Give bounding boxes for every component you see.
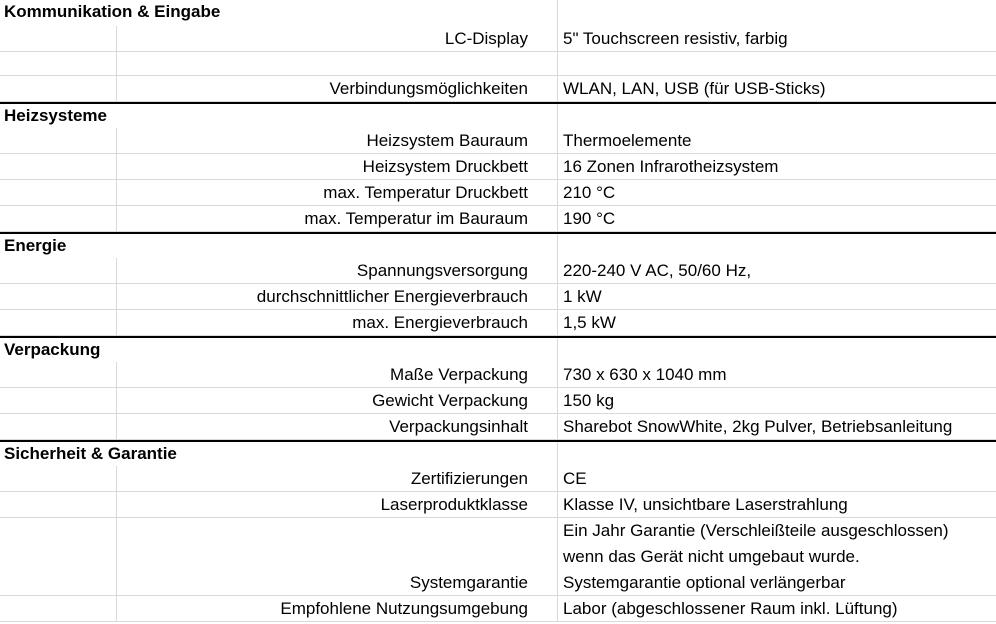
table-row [0,258,996,284]
table-row [0,414,996,440]
spec-label: Gewicht Verpackung [116,388,557,414]
spec-value-line: Ein Jahr Garantie (Verschleißteile ausgeschlossen) [563,521,949,540]
empty-cell [0,284,116,310]
spec-label: max. Temperatur Druckbett [116,180,557,206]
table-row [0,206,996,232]
table-row [0,596,996,622]
empty-cell [557,52,996,76]
section-title: Kommunikation & Eingabe [4,2,221,21]
spec-label: max. Temperatur im Bauraum [116,206,557,232]
table-row [0,180,996,206]
section-title: Sicherheit & Garantie [4,444,177,463]
spec-value-line: wenn das Gerät nicht umgebaut wurde. [563,547,860,566]
empty-cell [557,338,996,362]
empty-cell [0,362,116,388]
spec-value: CE [557,466,996,492]
section-header-sicherheit [0,440,996,466]
empty-cell [0,76,116,102]
table-row [0,466,996,492]
table-row [0,310,996,336]
spec-value: Sharebot SnowWhite, 2kg Pulver, Betriebsanleitung [557,414,996,440]
empty-cell [0,52,116,76]
empty-cell [0,26,116,52]
spec-value: Thermoelemente [557,128,996,154]
spec-label: Heizsystem Druckbett [116,154,557,180]
section-header-kommunikation [0,0,996,26]
empty-cell [0,518,116,596]
table-row [0,128,996,154]
empty-cell [557,104,996,128]
empty-cell [0,414,116,440]
spec-value: 1 kW [557,284,996,310]
spec-value: WLAN, LAN, USB (für USB-Sticks) [557,76,996,102]
table-row [0,388,996,414]
spec-value: Labor (abgeschlossener Raum inkl. Lüftung) [557,596,996,622]
spec-label: Laserproduktklasse [116,492,557,518]
empty-cell [0,128,116,154]
empty-cell [557,234,996,258]
table-row [0,284,996,310]
spec-label: Zertifizierungen [116,466,557,492]
table-row [0,518,996,596]
spec-label [116,518,557,596]
empty-cell [0,206,116,232]
spec-label: Verbindungsmöglichkeiten [116,76,557,102]
spec-value: 190 °C [557,206,996,232]
empty-cell [0,154,116,180]
section-header-heizsysteme [0,102,996,128]
spec-label: Spannungsversorgung [116,258,557,284]
spec-value: 730 x 630 x 1040 mm [557,362,996,388]
spec-value: 1,5 kW [557,310,996,336]
table-row [0,26,996,52]
empty-cell [557,442,996,466]
spec-value: 150 kg [557,388,996,414]
empty-cell [0,258,116,284]
spec-value: 5" Touchscreen resistiv, farbig [557,26,996,52]
table-row [0,76,996,102]
empty-cell [0,388,116,414]
spec-label: Empfohlene Nutzungsumgebung [116,596,557,622]
spec-label: max. Energieverbrauch [116,310,557,336]
spec-value: 210 °C [557,180,996,206]
empty-cell [0,180,116,206]
table-row [0,154,996,180]
empty-row [0,52,996,76]
spec-value: 220-240 V AC, 50/60 Hz, [557,258,996,284]
table-row [0,492,996,518]
section-title: Verpackung [4,340,101,359]
empty-cell [116,52,558,76]
spec-label: durchschnittlicher Energieverbrauch [116,284,557,310]
spec-value-line: Systemgarantie optional verlängerbar [563,573,846,592]
section-title: Energie [4,236,67,255]
spec-label: LC-Display [116,26,557,52]
spec-label-text: Systemgarantie [409,573,528,592]
empty-cell [0,466,116,492]
spec-value: 16 Zonen Infrarotheizsystem [557,154,996,180]
spec-label: Heizsystem Bauraum [116,128,557,154]
section-header-energie [0,232,996,258]
empty-cell [0,310,116,336]
spec-label: Verpackungsinhalt [116,414,557,440]
spec-label: Maße Verpackung [116,362,557,388]
empty-cell [557,0,996,26]
section-title: Heizsysteme [4,106,108,125]
table-row [0,362,996,388]
section-header-verpackung [0,336,996,362]
spec-value: Klasse IV, unsichtbare Laserstrahlung [557,492,996,518]
spec-value [557,518,996,596]
empty-cell [0,492,116,518]
empty-cell [0,596,116,622]
